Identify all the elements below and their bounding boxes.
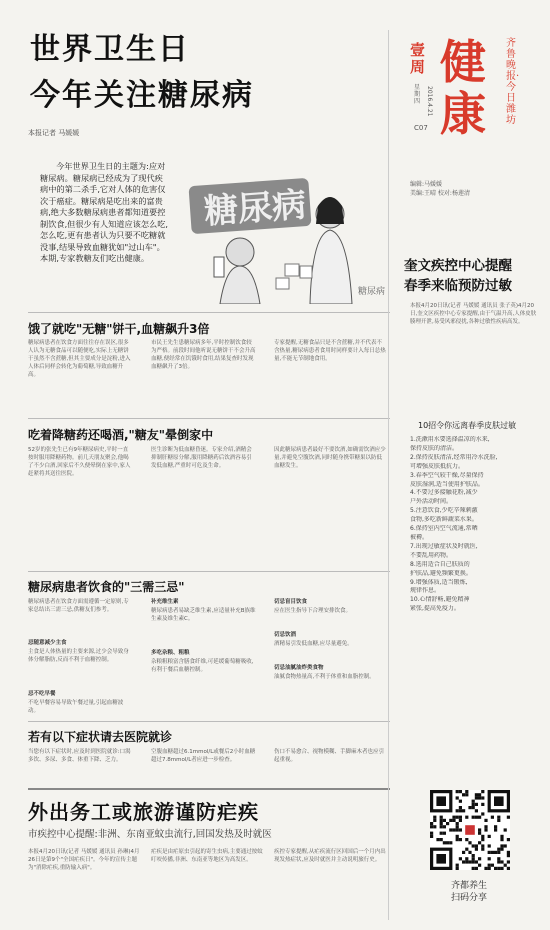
text-e: 应在医生指导下合理安排饮食。 [274, 608, 352, 614]
weekday: 星期四 [414, 84, 421, 105]
divider [28, 418, 390, 419]
tip-line: 护肤品,避免频繁更换。 [410, 569, 472, 577]
outbreak-subtitle: 市疾控中心提醒:非洲、东南亚蚊虫流行,回国发热及时就医 [28, 829, 272, 840]
section-4-col-1: 当您有以下症状时,应及时到医院就诊:口渴多饮、多尿、多食、体重下降、乏力。 [28, 749, 131, 763]
section-2-col-3: 因此糖尿病患者最好不要饮酒,如确需饮酒应少量,并避免空腹饮酒,同时随身携带糖果以防低血糖发生。 [274, 447, 386, 469]
label-d: 多吃杂粮、粗粮 [151, 650, 190, 656]
tip-line: 10.心情舒畅,避免精神 [410, 596, 470, 604]
label-c: 补充维生素 [151, 599, 179, 605]
tip-line: 户外活动时间。 [410, 498, 453, 506]
qr-code[interactable] [430, 790, 510, 870]
text-d: 杂粮粗粮富含膳食纤维,可延缓葡萄糖吸收,有利于餐后血糖控制。 [151, 659, 254, 673]
section-4-col-3: 伤口不易愈合、视物模糊、手脚麻木者也应引起重视。 [274, 749, 385, 763]
tip-line: 6.保持室内空气流通,常晒 [410, 525, 478, 533]
editors: 编辑:马媛媛 [410, 181, 443, 188]
sugar-cubes [276, 264, 312, 289]
section-title-2: 吃着降糖药还喝酒,"糖友"晕倒家中 [28, 428, 214, 442]
page-number: C07 [414, 124, 428, 132]
byline: 本报记者 马媛媛 [28, 129, 80, 137]
tip-line: 皮肤湿润,适当使用护肤品。 [410, 480, 484, 488]
headline-line2: 今年关注糖尿病 [30, 78, 254, 113]
text-f: 酒精易引发低血糖,应尽量避免。 [274, 641, 353, 647]
tip-line: 9.增强体质,适当锻炼, [410, 578, 468, 586]
divider [28, 571, 390, 572]
news-title-2: 春季来临预防过敏 [404, 278, 512, 294]
column-divider [388, 30, 389, 920]
section-logo: 健康 [440, 35, 486, 141]
text-a: 主食是人体热量的主要来源,过少会导致身体分解脂肪,反而不利于血糖控制。 [28, 649, 129, 663]
sign-board [188, 178, 311, 234]
text-g: 油腻食物热量高,不利于体重和血脂控制。 [274, 674, 375, 680]
section-1-col-1: 糖尿病患者在饮食方面往往存在误区,很多人认为无糖食品可以随便吃,实际上无糖饼干虽然不含蔗糖,但其主要成分是淀粉,进入人体后同样会转化为葡萄糖,导致血糖升高。 [28, 340, 131, 378]
news-title-1: 奎文疾控中心提醒 [404, 258, 512, 274]
tip-line: 5.注意饮食,少吃辛辣刺激 [410, 507, 478, 515]
outbreak-col-3: 疾控专家提醒,从疟疾流行区回国后一个月内出现发热症状,应及时就医并主动说明旅行史。 [274, 849, 386, 863]
tip-line: 4.不要过多接触花粉,减少 [410, 489, 478, 497]
illustration [180, 154, 390, 304]
tip-line: 被褥。 [410, 533, 429, 541]
divider [28, 788, 390, 790]
divider [28, 721, 390, 722]
tip-line: 食物,多吃新鲜蔬菜水果。 [410, 516, 478, 524]
headline-line1: 世界卫生日 [30, 32, 190, 67]
tip-line: 3.春季空气较干燥,尽量保持 [410, 471, 484, 479]
editors-2: 美编:王晴 校对:杨莲清 [410, 190, 470, 197]
qr-caption-2: 扫码分享 [450, 893, 487, 903]
lede-paragraph: 今年世界卫生日的主题为:应对糖尿病。糖尿病已经成为了现代疾病中的第二杀手,它对人体的危害仅次于癌症。糖尿病是吃出来的富贵病,绝大多数糖尿病患者都知道要控制饮食,但很少有人知道应该怎么吃,怎么吃,更有患者认为只要不吃糖就没事,结果导致血糖犹如"过山车"。本期,专家教糖友们吃出健康。 [40, 161, 169, 263]
tip-line: 1.洗漱用水要选择温凉的水来, [410, 436, 490, 443]
list-title: 10招令你远离春季皮肤过敏 [418, 421, 517, 430]
illustration-caption: 糖尿病 [358, 287, 386, 297]
tip-line: 不要乱用药物。 [410, 551, 453, 559]
main-column [8, 6, 386, 924]
brand-vertical: 齐鲁晚报·今日潍坊 [506, 38, 520, 126]
label-b: 忌不吃早餐 [28, 691, 56, 697]
section-2-col-2: 医生诊断为低血糖昏迷。专家介绍,酒精会抑制肝糖原分解,服用降糖药后饮酒容易引发低血糖,严重时可危及生命。 [151, 447, 252, 469]
svg-text:糖尿病: 糖尿病 [202, 185, 308, 233]
text-b: 不吃早餐容易导致午餐过量,引起血糖波动。 [28, 700, 124, 714]
section-title-3: 糖尿病患者饮食的"三需三忌" [28, 580, 185, 594]
tip-line: 2.保持皮肤清洁,经常用冷水洗脸, [410, 453, 498, 461]
section-3-intro: 糖尿病患者在饮食方面需遵循一定原则,专家总结出三需三忌,供糖友们参考。 [28, 599, 129, 613]
section-2-col-1: 52岁的张先生已有9年糖尿病史,平时一直按时服用降糖药物。前几天朋友聚会,他喝了不少白酒,回家后不久便晕倒在家中,家人赶紧将其送往医院。 [28, 447, 131, 477]
qr-caption-1: 齐都养生 [450, 881, 487, 891]
side-column [392, 6, 546, 924]
label-e: 切忌盲目饮食 [274, 599, 308, 605]
section-title-4: 若有以下症状请去医院就诊 [28, 730, 173, 744]
issue-date: 2016.4.21 [426, 86, 433, 117]
tips-list [410, 436, 538, 614]
tip-line: 保持皮肤的清洁。 [410, 444, 459, 452]
outbreak-col-2: 疟疾是由疟原虫引起的寄生虫病,主要通过按蚊叮咬传播,非洲、东南亚等地区为高发区。 [151, 849, 263, 863]
outbreak-col-1: 本报4月20日讯(记者 马媛媛 通讯员 孙琳)4月26日是第9个"全国疟疾日"。今年的宣传主题为"消除疟疾,重防输入病"。 [28, 849, 140, 871]
tip-line: 8.选用适合自己肤质的 [410, 560, 470, 568]
tip-line: 规律作息。 [410, 587, 441, 595]
tip-line: 7.出现过敏症状及时就医, [410, 542, 478, 550]
tip-line: 紧张,提高免疫力。 [410, 605, 460, 613]
divider [28, 312, 390, 313]
tip-line: 可增强皮肤抵抗力。 [410, 462, 465, 470]
section-1-col-2: 市民王先生患糖尿病多年,平时控制饮食较为严格。前段时间他听说无糖饼干不会升高血糖,便经常在饥饿时食用,结果复查时发现血糖飙升了3倍。 [151, 340, 256, 370]
section-4-col-2: 空腹血糖超过6.1mmol/L或餐后2小时血糖超过7.8mmol/L者应进一步检查。 [151, 749, 256, 763]
label-g: 切忌油腻油炸类食物 [274, 665, 324, 671]
section-name: 壹周 [410, 41, 426, 76]
label-a: 忌随意减少主食 [28, 640, 67, 646]
section-title-1: 饿了就吃"无糖"饼干,血糖飙升3倍 [28, 322, 210, 336]
woman-figure [310, 197, 352, 304]
news-body: 本报4月20日讯(记者 马媛媛 通讯员 张子英)4月20日,奎文区疾控中心专家提醒,由于气温升高,人体皮肤腠理开泄,易受风邪侵扰,各种过敏性疾病高发。 [410, 303, 537, 325]
outbreak-title: 外出务工或旅游谨防疟疾 [28, 800, 259, 824]
man-figure [214, 238, 260, 304]
section-1-col-3: 专家提醒,无糖食品只是不含蔗糖,并不代表不含热量,糖尿病患者食用时同样要计入每日总热量,不能无节制地食用。 [274, 340, 386, 362]
text-c: 糖尿病患者易缺乏维生素,应适量补充B族维生素及维生素C。 [151, 608, 256, 622]
label-f: 切忌饮酒 [274, 632, 297, 638]
